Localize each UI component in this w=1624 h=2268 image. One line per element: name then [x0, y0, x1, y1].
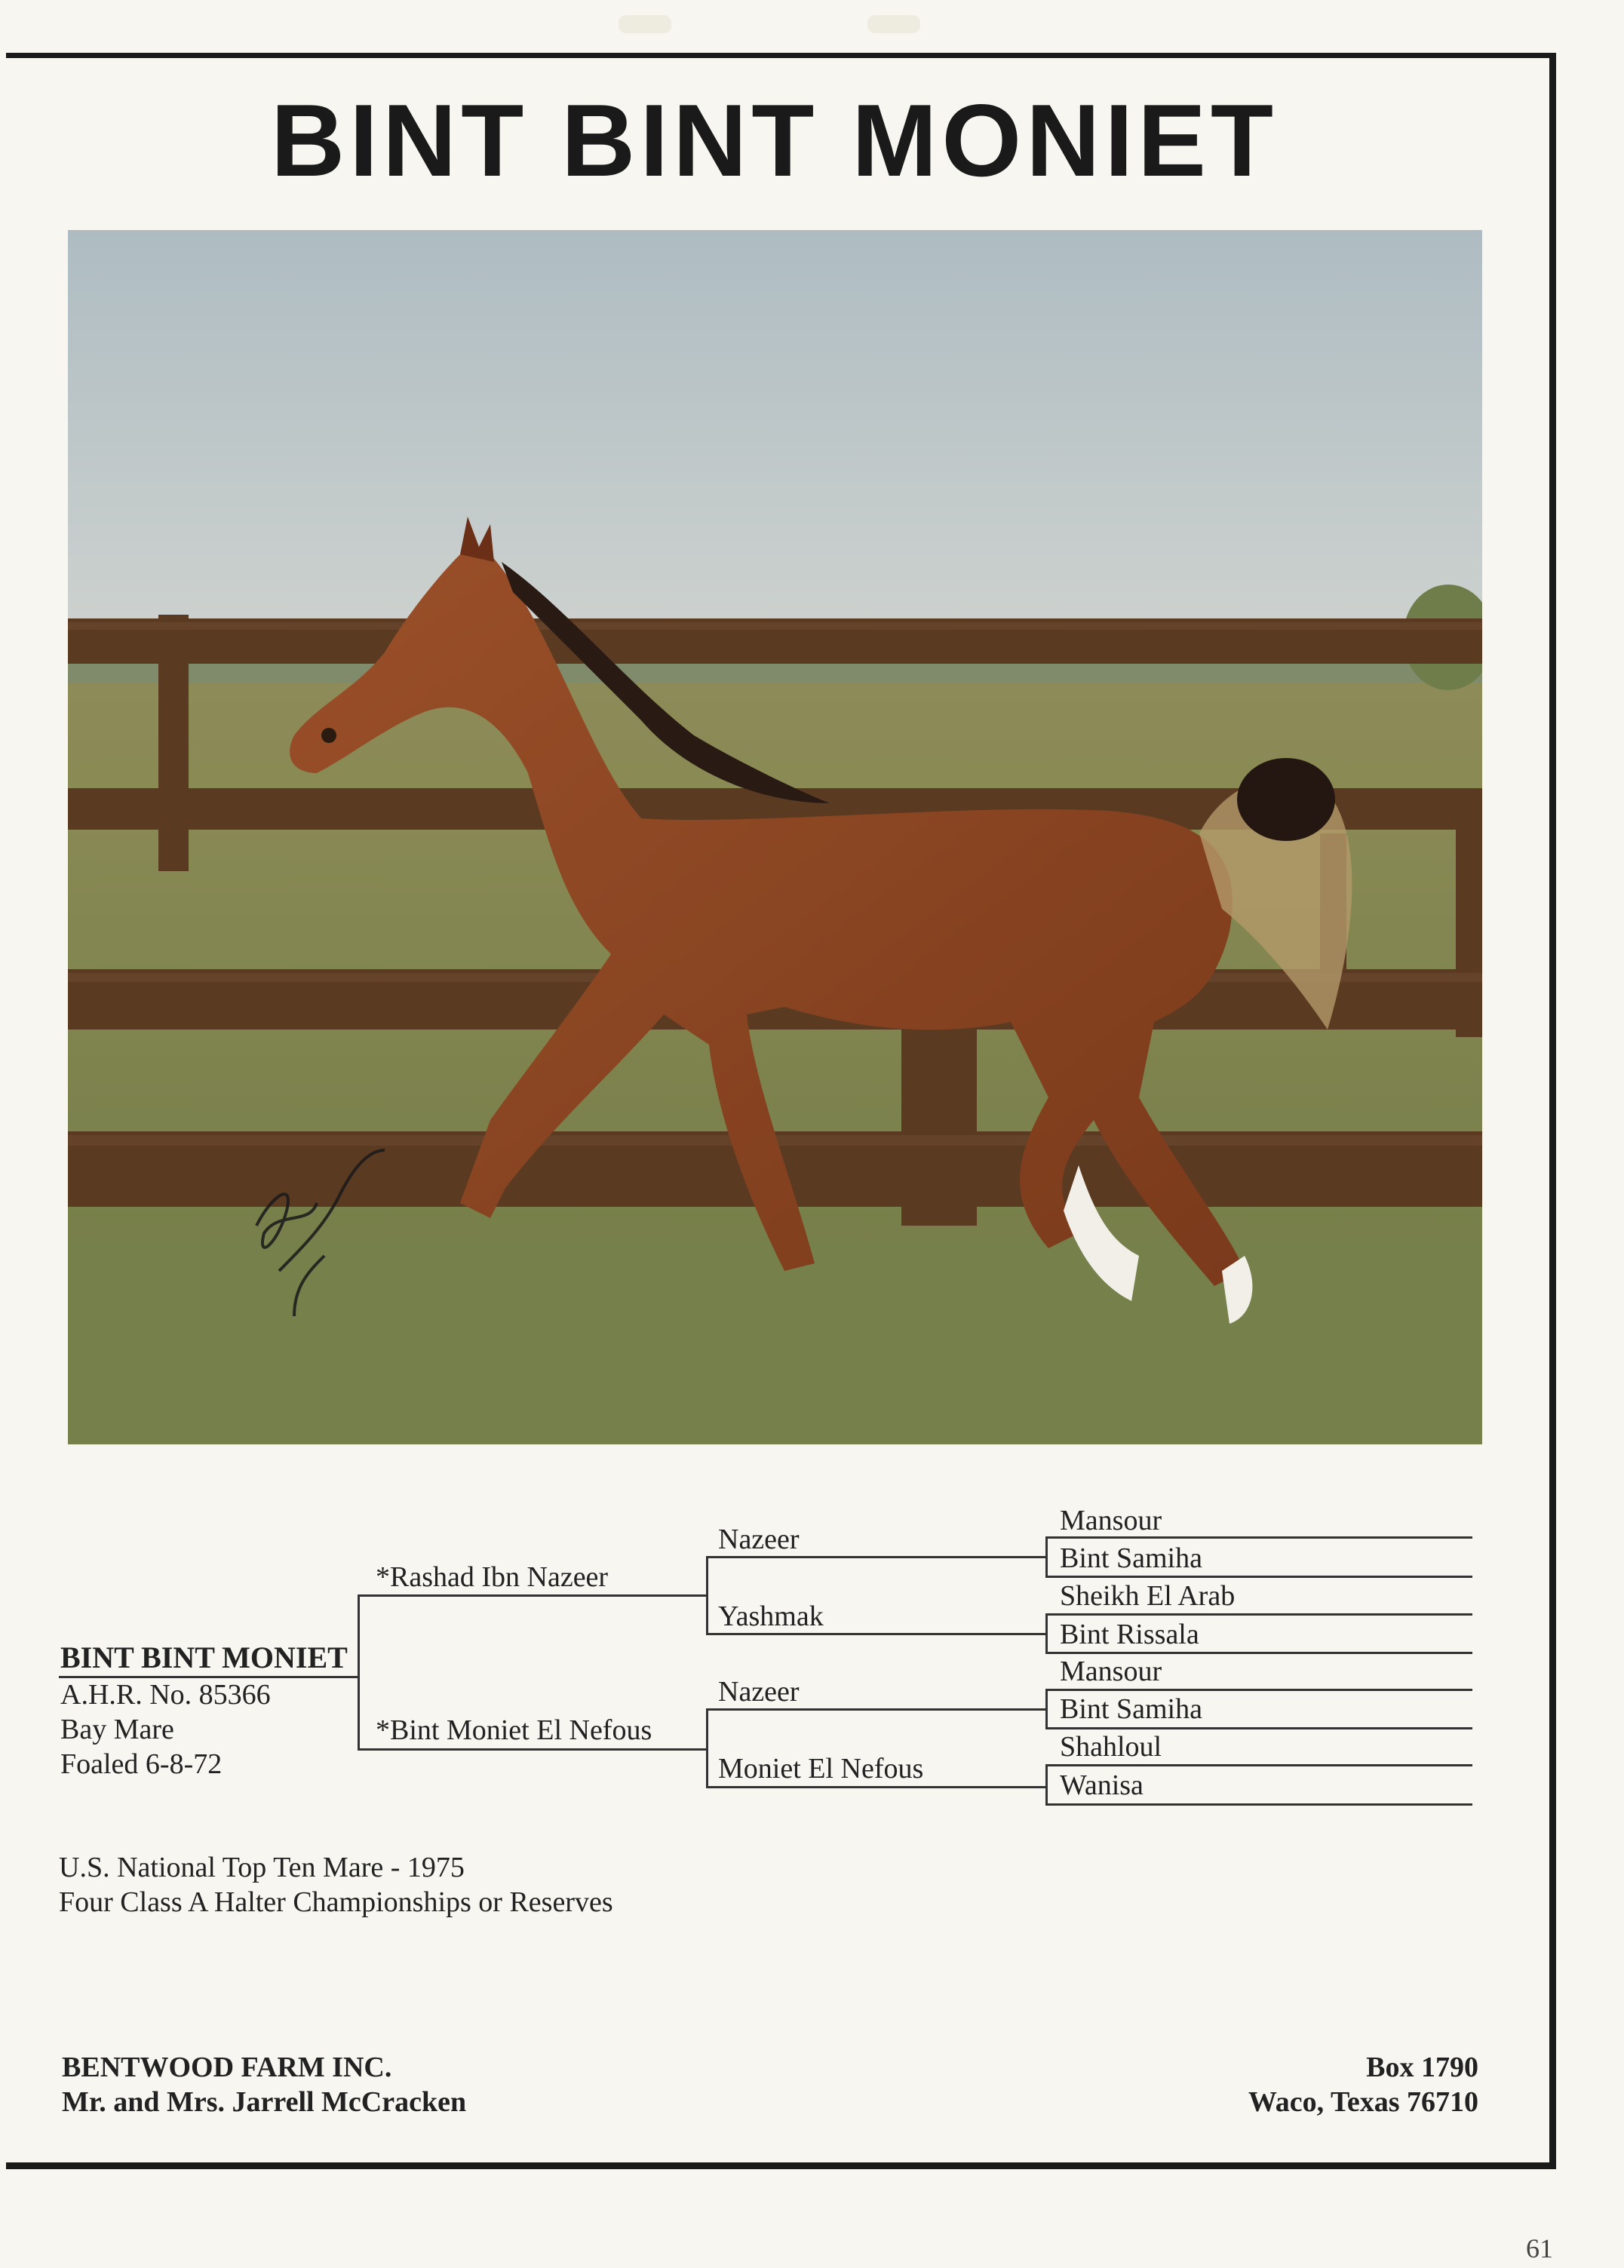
pedigree-gen3-8: Wanisa — [1060, 1769, 1144, 1801]
pedigree-line — [1045, 1613, 1472, 1616]
achievement-halter: Four Class A Halter Championships or Reserves — [59, 1886, 613, 1918]
pedigree-gen3-1: Mansour — [1060, 1505, 1162, 1536]
pedigree-bracket — [1045, 1614, 1048, 1653]
pedigree-gen3-5: Mansour — [1060, 1656, 1162, 1687]
pedigree-line — [358, 1594, 707, 1597]
pedigree-line — [706, 1786, 1046, 1788]
pedigree-bracket — [1045, 1537, 1048, 1576]
horse-foaled: Foaled 6-8-72 — [60, 1748, 223, 1780]
pedigree-gen3-6: Bint Samiha — [1060, 1693, 1202, 1725]
pedigree-line — [1045, 1689, 1472, 1691]
pedigree-line — [358, 1748, 707, 1751]
print-smudge — [619, 15, 671, 33]
pedigree-dam-sire: Nazeer — [718, 1676, 800, 1708]
pedigree-bracket — [1045, 1689, 1048, 1729]
page-number: 61 — [1526, 2233, 1553, 2263]
pedigree-sire: *Rashad Ibn Nazeer — [376, 1561, 609, 1593]
pedigree-gen3-7: Shahloul — [1060, 1731, 1162, 1763]
owner-names: Mr. and Mrs. Jarrell McCracken — [62, 2086, 467, 2118]
page-title: BINT BINT MONIET — [270, 83, 1278, 198]
pedigree-line — [1045, 1727, 1472, 1729]
pedigree-bracket — [358, 1595, 360, 1750]
pedigree-line — [1045, 1576, 1472, 1578]
pedigree-dam-dam: Moniet El Nefous — [718, 1753, 924, 1785]
achievement-top-ten: U.S. National Top Ten Mare - 1975 — [59, 1852, 465, 1883]
pedigree-line — [706, 1708, 1046, 1711]
pedigree-gen3-4: Bint Rissala — [1060, 1619, 1199, 1650]
pedigree-bracket — [706, 1708, 708, 1788]
pedigree-bracket — [706, 1556, 708, 1634]
pedigree-bracket — [1045, 1765, 1048, 1804]
pedigree-line — [1045, 1536, 1472, 1539]
pedigree-line — [1045, 1652, 1472, 1654]
horse-registration: A.H.R. No. 85366 — [60, 1679, 271, 1711]
pedigree-line — [706, 1556, 1046, 1558]
pedigree-line — [706, 1633, 1046, 1635]
pedigree-line — [1045, 1803, 1472, 1806]
pedigree-sire-sire: Nazeer — [718, 1524, 800, 1555]
horse-photo — [68, 230, 1482, 1444]
pedigree-line — [1045, 1764, 1472, 1766]
farm-name: BENTWOOD FARM INC. — [62, 2052, 392, 2083]
pedigree-sire-dam: Yashmak — [718, 1600, 824, 1632]
horse-name-rule — [59, 1676, 358, 1678]
print-smudge — [867, 15, 920, 33]
horse-name: BINT BINT MONIET — [60, 1640, 348, 1674]
pedigree-gen3-3: Sheikh El Arab — [1060, 1580, 1236, 1612]
address-city: Waco, Texas 76710 — [1248, 2086, 1478, 2118]
pedigree-dam: *Bint Moniet El Nefous — [376, 1714, 652, 1746]
horse-color-sex: Bay Mare — [60, 1714, 174, 1745]
address-box: Box 1790 — [1366, 2052, 1478, 2083]
pedigree-gen3-2: Bint Samiha — [1060, 1542, 1202, 1574]
